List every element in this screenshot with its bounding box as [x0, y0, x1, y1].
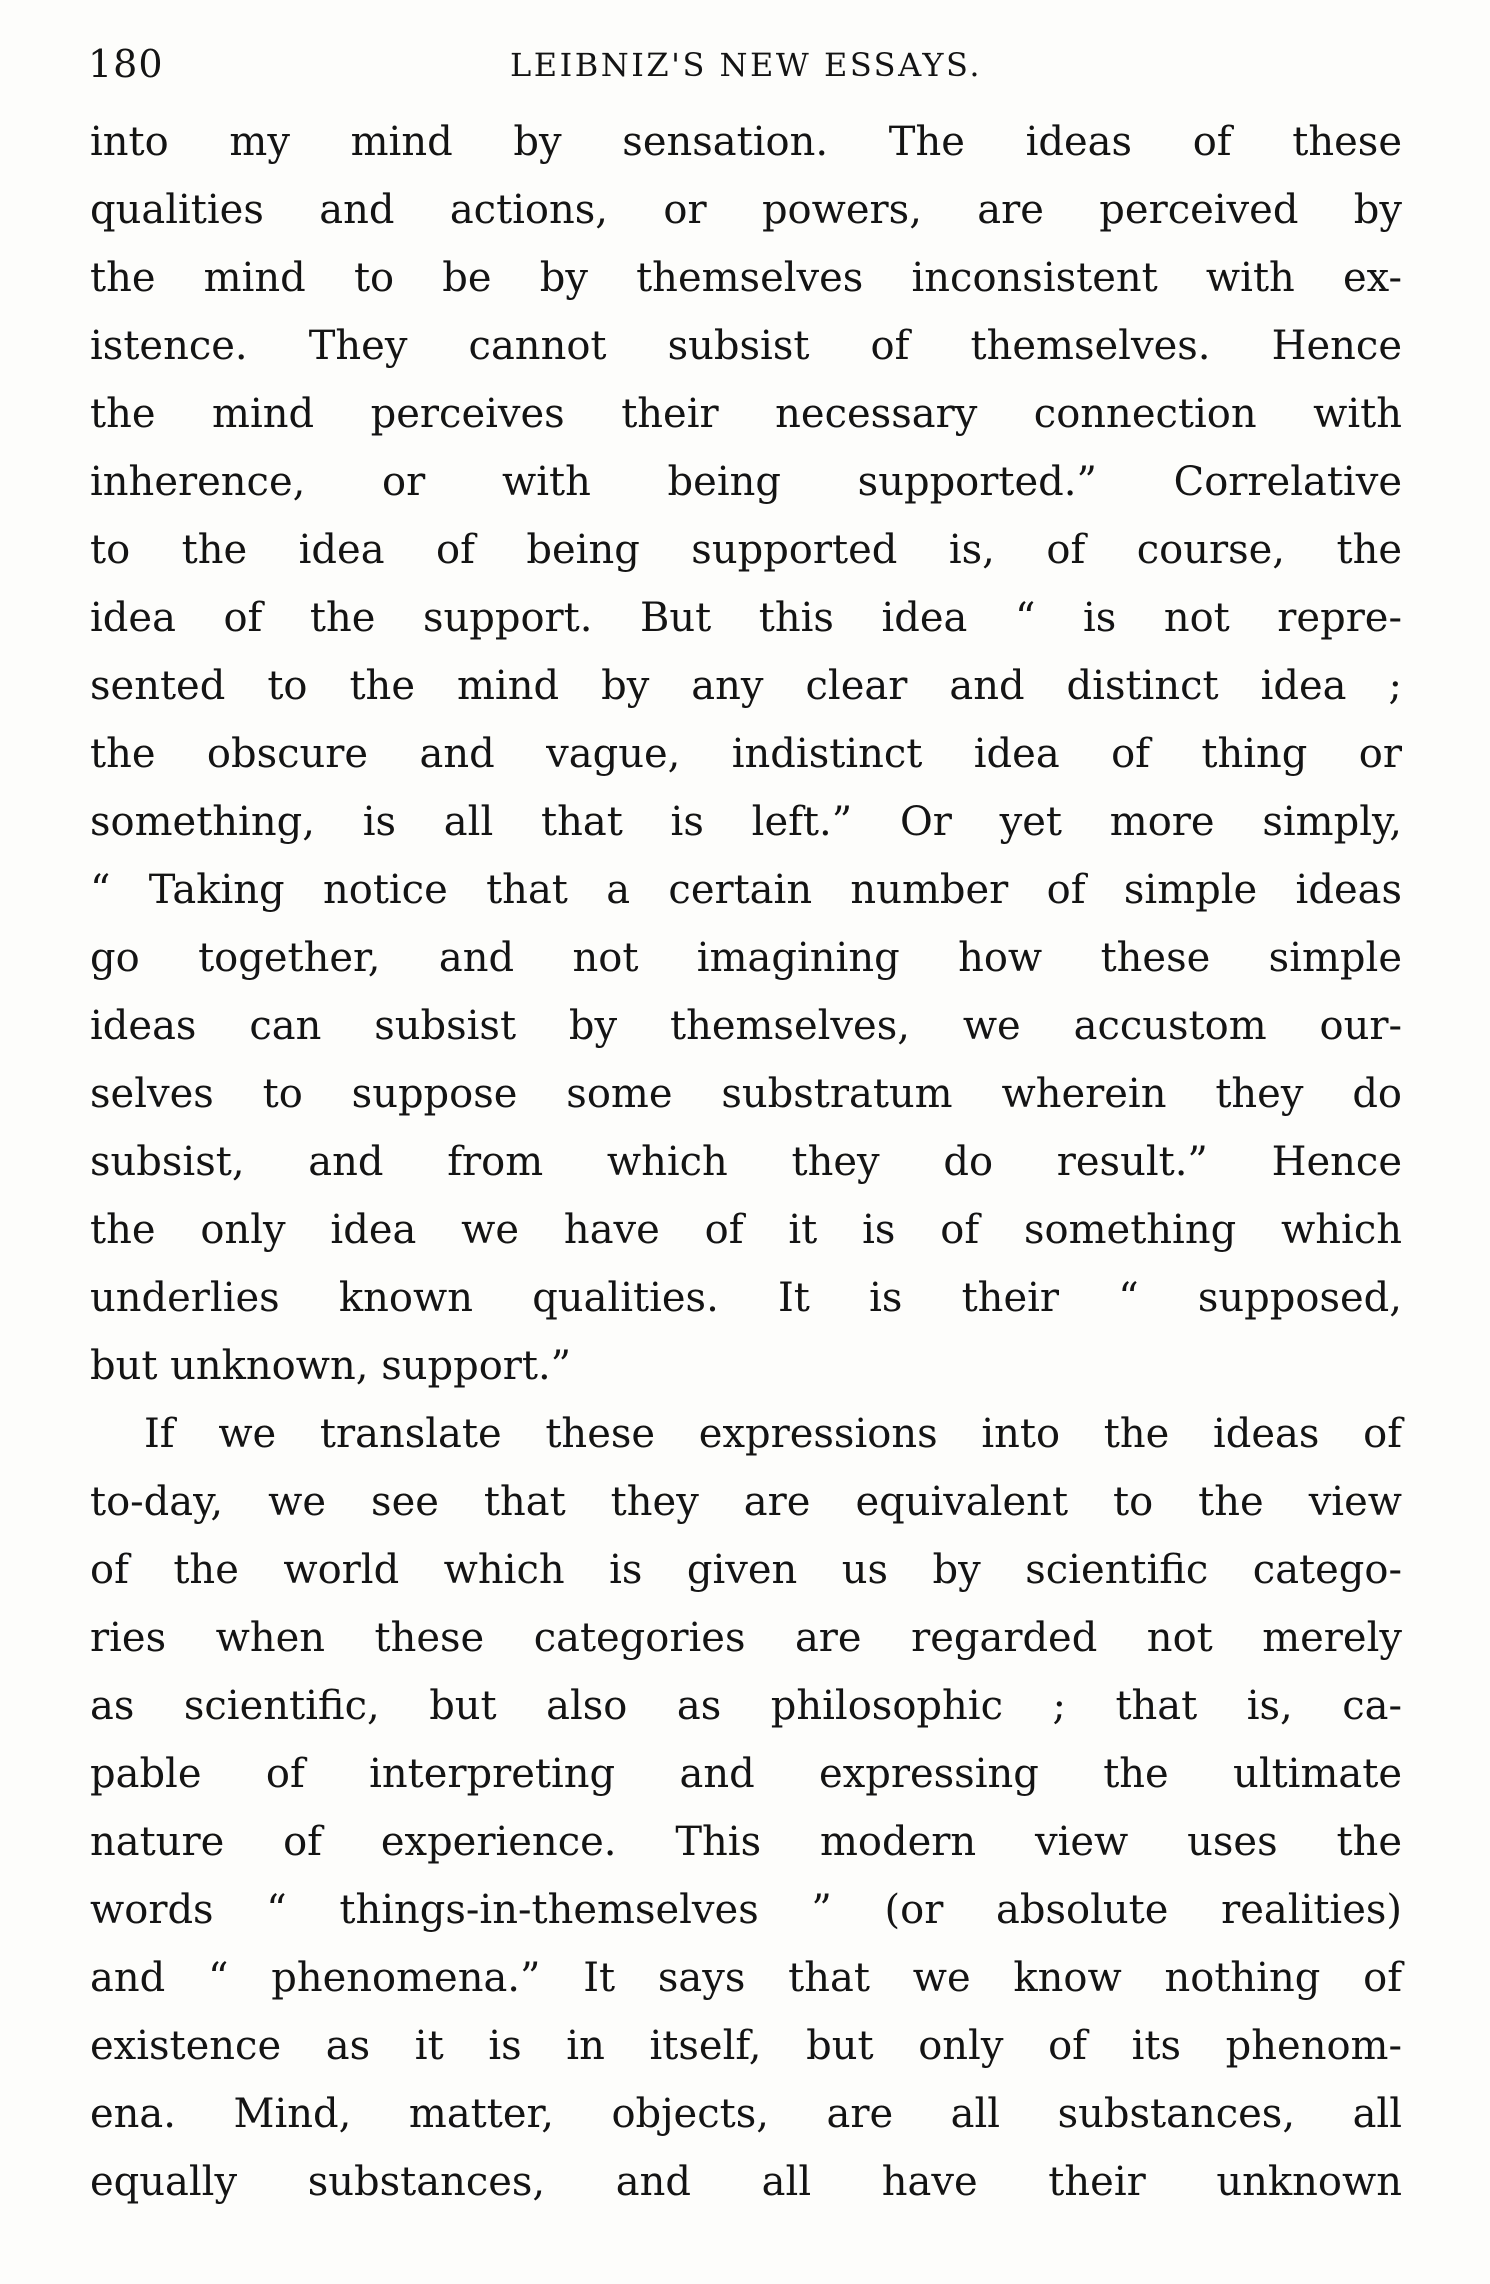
text-line: words “ things-in-themselves ” (or absolute realities): [90, 1887, 1402, 1933]
running-head: [88, 42, 1404, 94]
text-line: ena. Mind, matter, objects, are all substances, all: [90, 2091, 1402, 2137]
text-line: sented to the mind by any clear and distinct idea ;: [90, 663, 1402, 709]
text-line: qualities and actions, or powers, are perceived by: [90, 187, 1402, 233]
text-line-paragraph-start: If we translate these expressions into the ideas of: [144, 1411, 1402, 1457]
text-line: to-day, we see that they are equivalent to the view: [90, 1479, 1402, 1525]
text-line: selves to suppose some substratum wherein they do: [90, 1071, 1402, 1117]
running-header-title: LEIBNIZ'S NEW ESSAYS.: [510, 46, 982, 84]
text-line: as scientific, but also as philosophic ; that is, ca-: [90, 1683, 1402, 1729]
text-line: subsist, and from which they do result.” Hence: [90, 1139, 1402, 1185]
text-line: the mind perceives their necessary connection with: [90, 391, 1402, 437]
text-line: the mind to be by themselves inconsistent with ex-: [90, 255, 1402, 301]
text-line: go together, and not imagining how these simple: [90, 935, 1402, 981]
text-line: and “ phenomena.” It says that we know nothing of: [90, 1955, 1402, 2001]
text-line-paragraph-end: but unknown, support.”: [90, 1343, 572, 1389]
text-line: something, is all that is left.” Or yet more simply,: [90, 799, 1402, 845]
text-line: to the idea of being supported is, of course, the: [90, 527, 1402, 573]
text-line: ries when these categories are regarded not merely: [90, 1615, 1402, 1661]
text-line: istence. They cannot subsist of themselves. Hence: [90, 323, 1402, 369]
text-line: underlies known qualities. It is their “ supposed,: [90, 1275, 1402, 1321]
text-line: the obscure and vague, indistinct idea of thing or: [90, 731, 1402, 777]
text-line: idea of the support. But this idea “ is not repre-: [90, 595, 1402, 641]
text-line: pable of interpreting and expressing the ultimate: [90, 1751, 1402, 1797]
text-line: inherence, or with being supported.” Correlative: [90, 459, 1402, 505]
text-line: “ Taking notice that a certain number of simple ideas: [90, 867, 1402, 913]
text-line: nature of experience. This modern view uses the: [90, 1819, 1402, 1865]
text-line: of the world which is given us by scientific catego-: [90, 1547, 1402, 1593]
text-block: [90, 108, 1402, 2216]
text-line: into my mind by sensation. The ideas of these: [90, 119, 1402, 165]
text-line: the only idea we have of it is of something which: [90, 1207, 1402, 1253]
text-line: equally substances, and all have their unknown: [90, 2159, 1402, 2205]
text-line: ideas can subsist by themselves, we accustom our-: [90, 1003, 1402, 1049]
page-number: 180: [88, 42, 164, 86]
text-line: existence as it is in itself, but only of its phenom-: [90, 2023, 1402, 2069]
